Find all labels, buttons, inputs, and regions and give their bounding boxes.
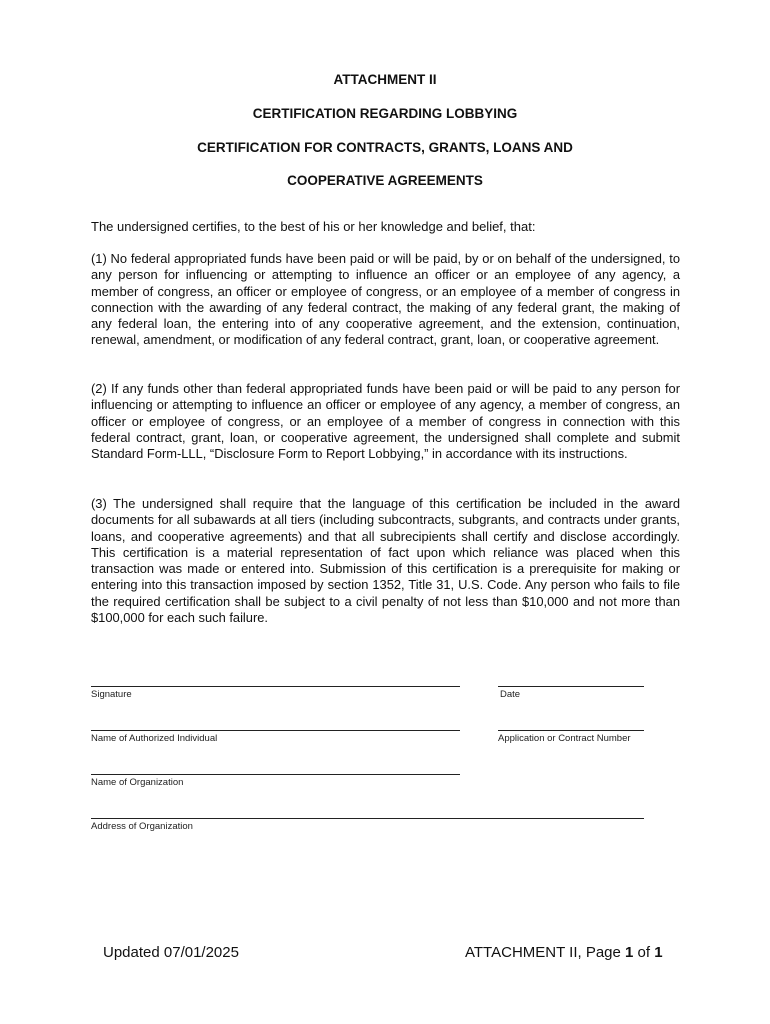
signature-label: Signature [91,689,132,700]
certification-title: CERTIFICATION REGARDING LOBBYING [252,106,518,121]
page-prefix: ATTACHMENT II, Page [465,944,626,961]
page-current: 1 [625,944,634,961]
organization-name-label: Name of Organization [91,777,184,788]
application-number-line[interactable] [498,730,644,731]
page-indicator [465,944,663,961]
intro-statement: The undersigned certifies, to the best of his or her knowledge and belief, that: [91,219,536,234]
updated-date: Updated 07/01/2025 [103,944,239,961]
authorized-name-line[interactable] [91,730,460,731]
page-total: 1 [654,944,663,961]
organization-address-line[interactable] [91,818,644,819]
certification-subtitle-line2: COOPERATIVE AGREEMENTS [287,173,483,188]
attachment-title: ATTACHMENT II [333,72,437,87]
date-label: Date [500,689,521,700]
paragraph-3: (3) The undersigned shall require that the language of this certification be included in the award documents for all subawards at all tiers (including subcontracts, subgrants, and contracts under grants, loans, and cooperative agreements) and that all subrecipients shall certify and disclose accordingly. This certification is a material representation of fact upon which reliance was placed when this transaction was made or entered into. Submission of this certification is a prerequisite for making or entering into this transaction imposed by section 1352, Title 31, U.S. Code. Any person who fails to file the required certification shall be subject to a civil penalty of not less than $10,000 and not more than $100,000 for each such failure. [91,496,680,626]
page-of: of [633,944,655,961]
application-number-label: Application or Contract Number [498,733,631,744]
authorized-name-label: Name of Authorized Individual [91,733,218,744]
paragraph-2: (2) If any funds other than federal appropriated funds have been paid or will be paid to any person for influencing or attempting to influence an officer or employee of any agency, a member of congress, an officer or employee of congress, or an employee of a member of congress in connection with this federal contract, grant, loan, or cooperative agreement, the undersigned shall complete and submit Standard Form-LLL, “Disclosure Form to Report Lobbying,” in accordance with its instructions. [91,381,680,462]
organization-address-label: Address of Organization [91,821,193,832]
organization-name-line[interactable] [91,774,460,775]
signature-line[interactable] [91,686,460,687]
paragraph-1: (1) No federal appropriated funds have been paid or will be paid, by or on behalf of the undersigned, to any person for influencing or attempting to influence an officer or an employee of any agency, a member of congress, an officer or employee of congress, or an employee of a member of congress in connection with the awarding of any federal contract, the making of any federal grant, the making of any federal loan, the entering into of any cooperative agreement, and the extension, continuation, renewal, amendment, or modification of any federal contract, grant, loan, or cooperative agreement. [91,251,680,348]
certification-subtitle-line1: CERTIFICATION FOR CONTRACTS, GRANTS, LOANS AND [197,140,573,155]
date-line[interactable] [498,686,644,687]
